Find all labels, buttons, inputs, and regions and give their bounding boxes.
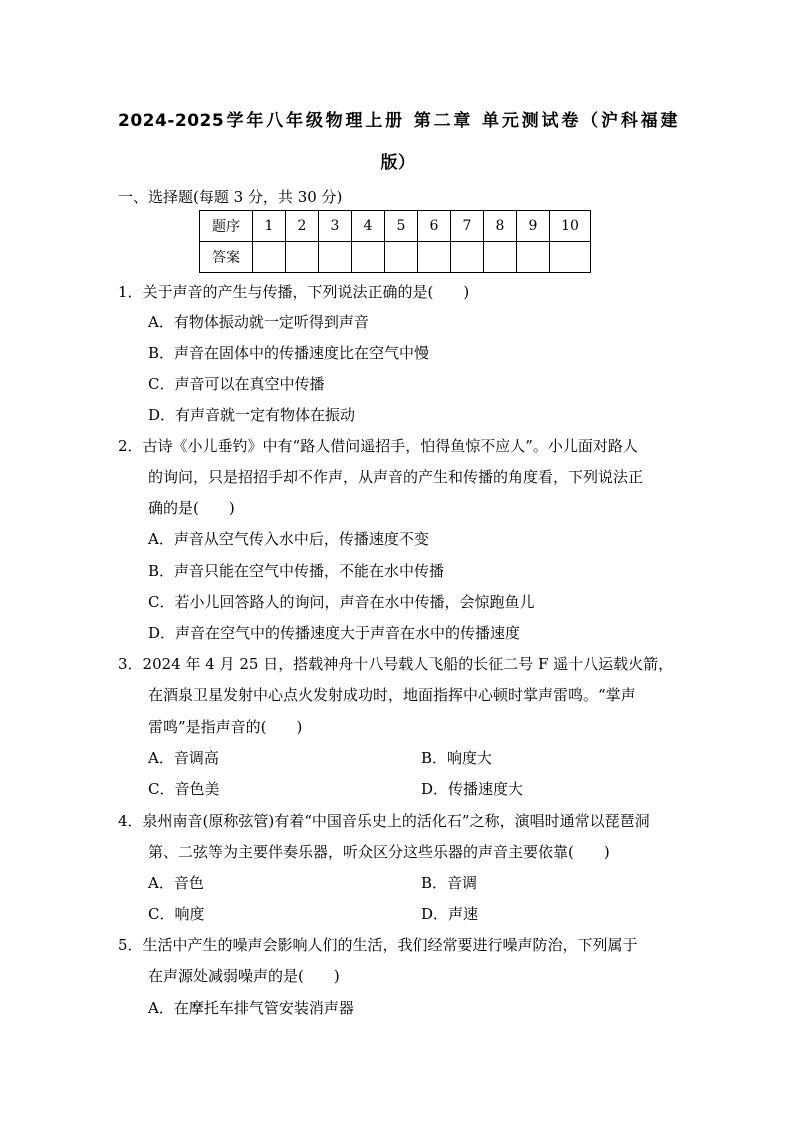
- answer-blank-cell: [418, 242, 451, 273]
- section-heading: 一、选择题(每题 3 分，共 30 分): [118, 188, 343, 206]
- question-5-stem-line1: 5．生活中产生的噪声会影响人们的生活，我们经常要进行噪声防治，下列属于: [118, 936, 638, 954]
- answer-blank-cell: [484, 242, 517, 273]
- table-number-cell: 8: [484, 211, 517, 242]
- question-1-stem: 1．关于声音的产生与传播，下列说法正确的是( ): [118, 283, 470, 301]
- answer-blank-cell: [550, 242, 591, 273]
- answer-blank-cell: [451, 242, 484, 273]
- table-header-answer: 答案: [200, 242, 253, 273]
- question-4-option-d: D．声速: [421, 905, 479, 923]
- question-4-option-c: C．响度: [148, 905, 205, 923]
- exam-title-line2: 版）: [380, 153, 416, 173]
- question-4-option-a: A．音色: [148, 874, 204, 892]
- answer-blank-cell: [319, 242, 352, 273]
- question-3-stem-line2: 在酒泉卫星发射中心点火发射成功时，地面指挥中心顿时掌声雷鸣。“掌声: [148, 686, 636, 704]
- question-5-stem-line2: 在声源处减弱噪声的是( ): [148, 967, 340, 985]
- question-3-option-a: A．音调高: [148, 749, 219, 767]
- table-number-cell: 10: [550, 211, 591, 242]
- question-2-stem-line2: 的询问，只是招招手却不作声，从声音的产生和传播的角度看，下列说法正: [148, 468, 644, 486]
- answer-blank-cell: [385, 242, 418, 273]
- table-number-cell: 3: [319, 211, 352, 242]
- question-2-option-a: A．声音从空气传入水中后，传播速度不变: [148, 530, 429, 548]
- question-1-option-b: B．声音在固体中的传播速度比在空气中慢: [148, 344, 430, 362]
- question-2-stem-line1: 2．古诗《小儿垂钓》中有“路人借问遥招手，怕得鱼惊不应人”。小儿面对路人: [118, 437, 638, 455]
- table-number-cell: 7: [451, 211, 484, 242]
- answer-table: [199, 210, 591, 273]
- table-number-cell: 6: [418, 211, 451, 242]
- question-5-option-a: A．在摩托车排气管安装消声器: [148, 999, 354, 1017]
- question-3-option-b: B．响度大: [421, 749, 493, 767]
- table-number-cell: 2: [286, 211, 319, 242]
- table-header-order: 题序: [200, 211, 253, 242]
- question-3-stem-line3: 雷鸣”是指声音的( ): [148, 718, 303, 736]
- answer-blank-cell: [352, 242, 385, 273]
- question-2-stem-line3: 确的是( ): [148, 499, 235, 517]
- table-number-cell: 9: [517, 211, 550, 242]
- question-3-option-d: D．传播速度大: [421, 780, 524, 798]
- answer-blank-cell: [517, 242, 550, 273]
- question-2-option-d: D．声音在空气中的传播速度大于声音在水中的传播速度: [148, 624, 521, 642]
- answer-table-number-row: [200, 211, 591, 242]
- question-2-option-b: B．声音只能在空气中传播，不能在水中传播: [148, 562, 445, 580]
- question-4-option-b: B．音调: [421, 874, 478, 892]
- question-1-option-c: C．声音可以在真空中传播: [148, 375, 325, 393]
- answer-blank-cell: [253, 242, 286, 273]
- question-2-option-c: C．若小儿回答路人的询问，声音在水中传播，会惊跑鱼儿: [148, 593, 535, 611]
- answer-table-answer-row: [200, 242, 591, 273]
- question-1-option-d: D．有声音就一定有物体在振动: [148, 406, 356, 424]
- question-4-stem-line1: 4．泉州南音(原称弦管)有着“中国音乐史上的活化石”之称，演唱时通常以琵琶洞: [118, 812, 650, 830]
- question-4-stem-line2: 第、二弦等为主要伴奏乐器，听众区分这些乐器的声音主要依靠( ): [148, 843, 610, 861]
- table-number-cell: 4: [352, 211, 385, 242]
- table-number-cell: 5: [385, 211, 418, 242]
- table-number-cell: 1: [253, 211, 286, 242]
- question-1-option-a: A．有物体振动就一定听得到声音: [148, 313, 369, 331]
- question-3-option-c: C．音色美: [148, 780, 220, 798]
- exam-title-line1: 2024-2025学年八年级物理上册 第二章 单元测试卷（沪科福建: [118, 111, 678, 131]
- answer-blank-cell: [286, 242, 319, 273]
- question-3-stem-line1: 3．2024 年 4 月 25 日，搭载神舟十八号载人飞船的长征二号 F 遥十八运载火箭，: [118, 655, 674, 673]
